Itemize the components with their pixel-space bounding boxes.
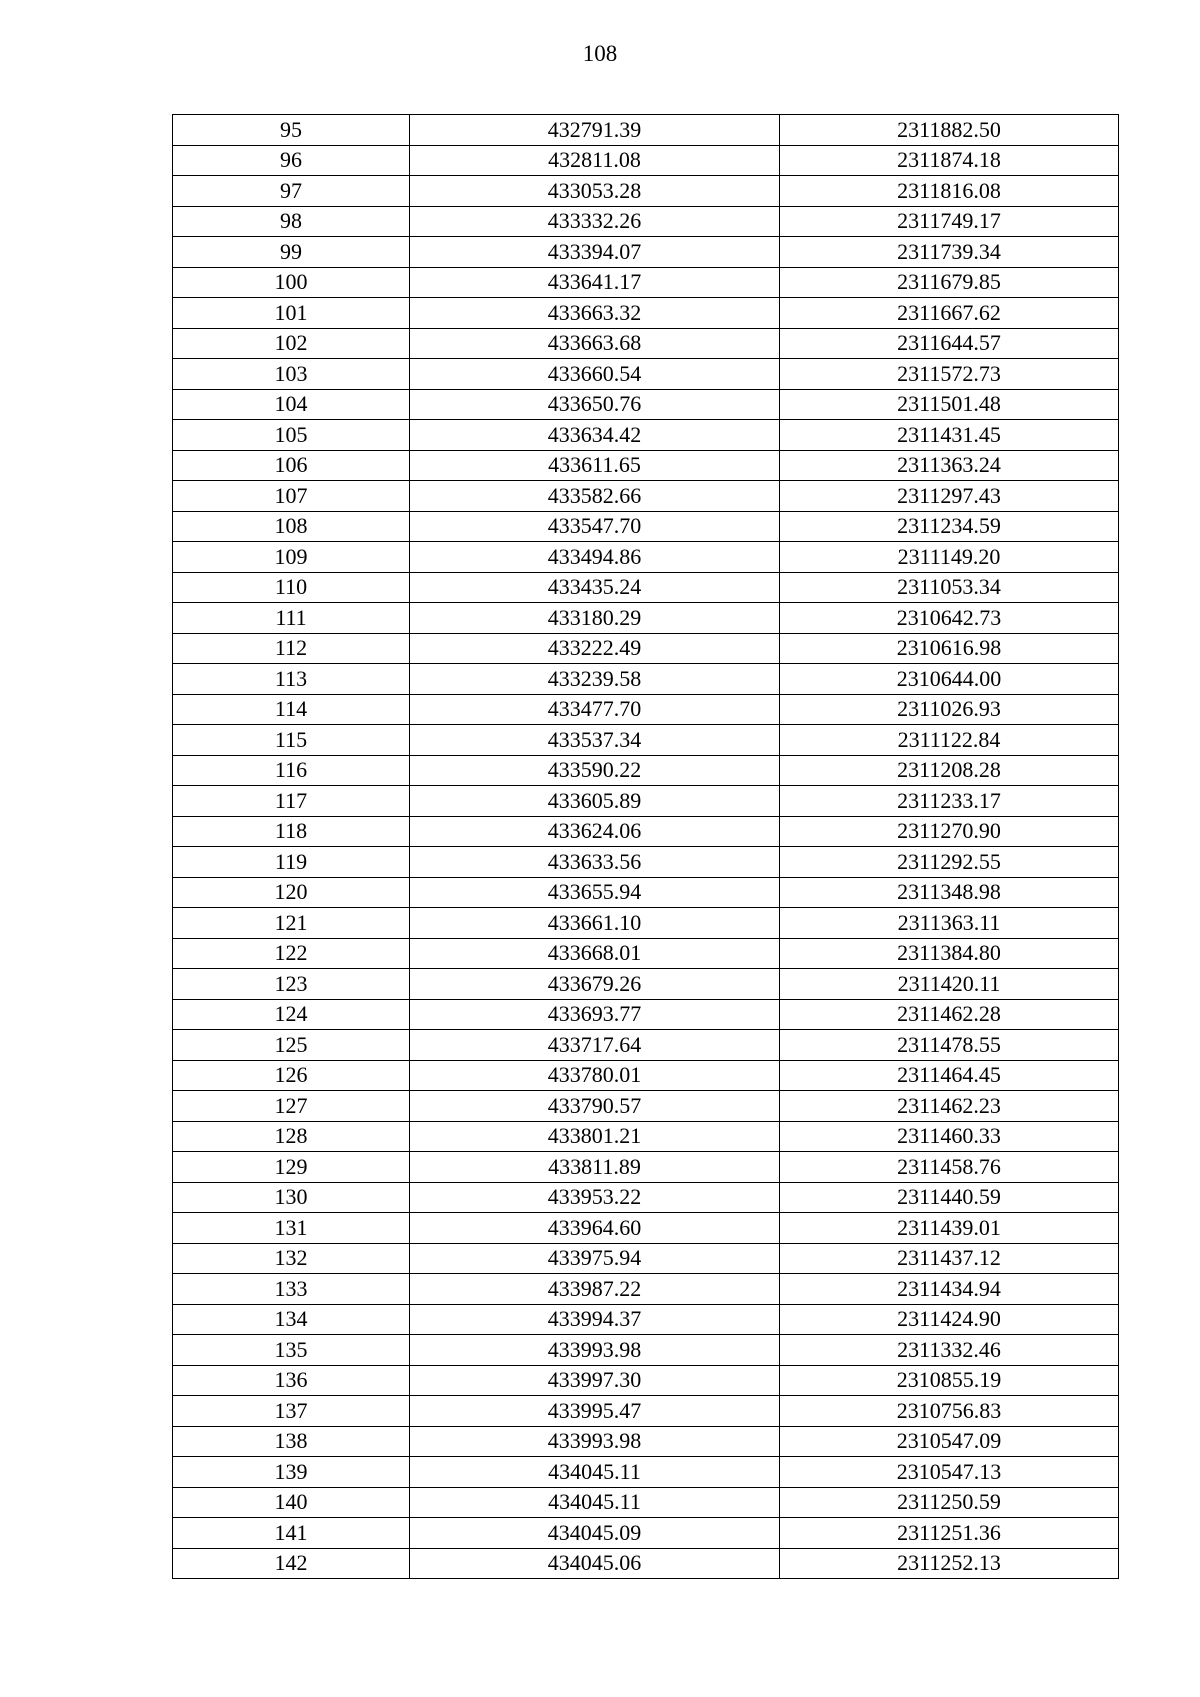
y-coordinate-cell: 2311252.13 [780, 1548, 1119, 1579]
table-row [173, 115, 1119, 146]
point-number-cell: 141 [173, 1518, 410, 1549]
y-coordinate-cell: 2311348.98 [780, 877, 1119, 908]
x-coordinate-cell: 433790.57 [410, 1091, 780, 1122]
point-number-cell: 98 [173, 206, 410, 237]
y-coordinate-cell: 2311420.11 [780, 969, 1119, 1000]
point-number-cell: 109 [173, 542, 410, 573]
y-coordinate-cell: 2311874.18 [780, 145, 1119, 176]
point-number-cell: 121 [173, 908, 410, 939]
x-coordinate-cell: 433663.32 [410, 298, 780, 329]
point-number-cell: 101 [173, 298, 410, 329]
point-number-cell: 104 [173, 389, 410, 420]
x-coordinate-cell: 433811.89 [410, 1152, 780, 1183]
point-number-cell: 142 [173, 1548, 410, 1579]
y-coordinate-cell: 2311026.93 [780, 694, 1119, 725]
y-coordinate-cell: 2311439.01 [780, 1213, 1119, 1244]
point-number-cell: 117 [173, 786, 410, 817]
table-row [173, 206, 1119, 237]
point-number-cell: 105 [173, 420, 410, 451]
x-coordinate-cell: 433633.56 [410, 847, 780, 878]
y-coordinate-cell: 2311462.28 [780, 999, 1119, 1030]
x-coordinate-cell: 433547.70 [410, 511, 780, 542]
point-number-cell: 127 [173, 1091, 410, 1122]
y-coordinate-cell: 2311251.36 [780, 1518, 1119, 1549]
table-row [173, 816, 1119, 847]
y-coordinate-cell: 2311572.73 [780, 359, 1119, 390]
table-row [173, 1548, 1119, 1579]
x-coordinate-cell: 433634.42 [410, 420, 780, 451]
point-number-cell: 102 [173, 328, 410, 359]
point-number-cell: 139 [173, 1457, 410, 1488]
x-coordinate-cell: 433650.76 [410, 389, 780, 420]
x-coordinate-cell: 434045.09 [410, 1518, 780, 1549]
x-coordinate-cell: 433239.58 [410, 664, 780, 695]
point-number-cell: 114 [173, 694, 410, 725]
table-row [173, 1304, 1119, 1335]
y-coordinate-cell: 2311816.08 [780, 176, 1119, 207]
point-number-cell: 99 [173, 237, 410, 268]
table-row [173, 755, 1119, 786]
x-coordinate-cell: 433975.94 [410, 1243, 780, 1274]
table-row [173, 633, 1119, 664]
point-number-cell: 115 [173, 725, 410, 756]
point-number-cell: 111 [173, 603, 410, 634]
x-coordinate-cell: 433993.98 [410, 1426, 780, 1457]
y-coordinate-cell: 2311679.85 [780, 267, 1119, 298]
y-coordinate-cell: 2311501.48 [780, 389, 1119, 420]
point-number-cell: 120 [173, 877, 410, 908]
y-coordinate-cell: 2310756.83 [780, 1396, 1119, 1427]
table-row [173, 420, 1119, 451]
y-coordinate-cell: 2311434.94 [780, 1274, 1119, 1305]
x-coordinate-cell: 433641.17 [410, 267, 780, 298]
x-coordinate-cell: 433605.89 [410, 786, 780, 817]
table-row [173, 1396, 1119, 1427]
table-row [173, 1426, 1119, 1457]
x-coordinate-cell: 432811.08 [410, 145, 780, 176]
table-row [173, 877, 1119, 908]
point-number-cell: 135 [173, 1335, 410, 1366]
table-row [173, 1243, 1119, 1274]
x-coordinate-cell: 433953.22 [410, 1182, 780, 1213]
x-coordinate-cell: 433995.47 [410, 1396, 780, 1427]
x-coordinate-cell: 433624.06 [410, 816, 780, 847]
x-coordinate-cell: 433679.26 [410, 969, 780, 1000]
table-row [173, 1030, 1119, 1061]
table-row [173, 1182, 1119, 1213]
y-coordinate-cell: 2311292.55 [780, 847, 1119, 878]
x-coordinate-cell: 434045.06 [410, 1548, 780, 1579]
point-number-cell: 107 [173, 481, 410, 512]
table-row [173, 1365, 1119, 1396]
x-coordinate-cell: 433994.37 [410, 1304, 780, 1335]
table-row [173, 969, 1119, 1000]
point-number-cell: 119 [173, 847, 410, 878]
point-number-cell: 132 [173, 1243, 410, 1274]
table-row [173, 1487, 1119, 1518]
y-coordinate-cell: 2311270.90 [780, 816, 1119, 847]
x-coordinate-cell: 433180.29 [410, 603, 780, 634]
y-coordinate-cell: 2311462.23 [780, 1091, 1119, 1122]
point-number-cell: 95 [173, 115, 410, 146]
y-coordinate-cell: 2311234.59 [780, 511, 1119, 542]
table-row [173, 145, 1119, 176]
table-row [173, 267, 1119, 298]
y-coordinate-cell: 2311297.43 [780, 481, 1119, 512]
x-coordinate-cell: 433780.01 [410, 1060, 780, 1091]
table-row [173, 725, 1119, 756]
point-number-cell: 125 [173, 1030, 410, 1061]
point-number-cell: 122 [173, 938, 410, 969]
point-number-cell: 123 [173, 969, 410, 1000]
y-coordinate-cell: 2311464.45 [780, 1060, 1119, 1091]
point-number-cell: 118 [173, 816, 410, 847]
point-number-cell: 113 [173, 664, 410, 695]
y-coordinate-cell: 2311460.33 [780, 1121, 1119, 1152]
y-coordinate-cell: 2311233.17 [780, 786, 1119, 817]
table-row [173, 1213, 1119, 1244]
x-coordinate-cell: 433494.86 [410, 542, 780, 573]
y-coordinate-cell: 2311739.34 [780, 237, 1119, 268]
x-coordinate-cell: 433801.21 [410, 1121, 780, 1152]
table-row [173, 1518, 1119, 1549]
point-number-cell: 140 [173, 1487, 410, 1518]
table-row [173, 908, 1119, 939]
y-coordinate-cell: 2310616.98 [780, 633, 1119, 664]
table-row [173, 1457, 1119, 1488]
x-coordinate-cell: 433993.98 [410, 1335, 780, 1366]
table-row [173, 359, 1119, 390]
table-row [173, 511, 1119, 542]
point-number-cell: 110 [173, 572, 410, 603]
x-coordinate-cell: 432791.39 [410, 115, 780, 146]
point-number-cell: 106 [173, 450, 410, 481]
x-coordinate-cell: 433332.26 [410, 206, 780, 237]
table-row [173, 572, 1119, 603]
x-coordinate-cell: 433655.94 [410, 877, 780, 908]
y-coordinate-cell: 2311458.76 [780, 1152, 1119, 1183]
x-coordinate-cell: 433590.22 [410, 755, 780, 786]
table-row [173, 694, 1119, 725]
point-number-cell: 131 [173, 1213, 410, 1244]
point-number-cell: 136 [173, 1365, 410, 1396]
point-number-cell: 137 [173, 1396, 410, 1427]
table-row [173, 481, 1119, 512]
y-coordinate-cell: 2310547.09 [780, 1426, 1119, 1457]
x-coordinate-cell: 433435.24 [410, 572, 780, 603]
y-coordinate-cell: 2311644.57 [780, 328, 1119, 359]
table-row [173, 450, 1119, 481]
y-coordinate-cell: 2311749.17 [780, 206, 1119, 237]
y-coordinate-cell: 2311437.12 [780, 1243, 1119, 1274]
y-coordinate-cell: 2311208.28 [780, 755, 1119, 786]
y-coordinate-cell: 2311431.45 [780, 420, 1119, 451]
table-row [173, 603, 1119, 634]
x-coordinate-cell: 433537.34 [410, 725, 780, 756]
table-row [173, 1060, 1119, 1091]
x-coordinate-cell: 433964.60 [410, 1213, 780, 1244]
y-coordinate-cell: 2311122.84 [780, 725, 1119, 756]
x-coordinate-cell: 434045.11 [410, 1457, 780, 1488]
x-coordinate-cell: 433222.49 [410, 633, 780, 664]
point-number-cell: 138 [173, 1426, 410, 1457]
y-coordinate-cell: 2310642.73 [780, 603, 1119, 634]
x-coordinate-cell: 433717.64 [410, 1030, 780, 1061]
x-coordinate-cell: 433668.01 [410, 938, 780, 969]
x-coordinate-cell: 433582.66 [410, 481, 780, 512]
coordinate-table [172, 114, 1119, 1579]
y-coordinate-cell: 2311424.90 [780, 1304, 1119, 1335]
y-coordinate-cell: 2311384.80 [780, 938, 1119, 969]
table-row [173, 1152, 1119, 1183]
x-coordinate-cell: 433987.22 [410, 1274, 780, 1305]
point-number-cell: 112 [173, 633, 410, 664]
x-coordinate-cell: 433997.30 [410, 1365, 780, 1396]
y-coordinate-cell: 2310855.19 [780, 1365, 1119, 1396]
point-number-cell: 134 [173, 1304, 410, 1335]
point-number-cell: 116 [173, 755, 410, 786]
table-row [173, 176, 1119, 207]
table-body [173, 115, 1119, 1579]
point-number-cell: 103 [173, 359, 410, 390]
table-row [173, 1091, 1119, 1122]
page-number: 108 [582, 41, 618, 66]
point-number-cell: 130 [173, 1182, 410, 1213]
y-coordinate-cell: 2311250.59 [780, 1487, 1119, 1518]
x-coordinate-cell: 433394.07 [410, 237, 780, 268]
y-coordinate-cell: 2311363.24 [780, 450, 1119, 481]
table-row [173, 542, 1119, 573]
x-coordinate-cell: 433660.54 [410, 359, 780, 390]
point-number-cell: 96 [173, 145, 410, 176]
y-coordinate-cell: 2311667.62 [780, 298, 1119, 329]
x-coordinate-cell: 434045.11 [410, 1487, 780, 1518]
table-row [173, 664, 1119, 695]
table-row [173, 938, 1119, 969]
table-row [173, 847, 1119, 878]
point-number-cell: 108 [173, 511, 410, 542]
x-coordinate-cell: 433661.10 [410, 908, 780, 939]
y-coordinate-cell: 2311363.11 [780, 908, 1119, 939]
table-row [173, 389, 1119, 420]
x-coordinate-cell: 433663.68 [410, 328, 780, 359]
point-number-cell: 97 [173, 176, 410, 207]
point-number-cell: 129 [173, 1152, 410, 1183]
point-number-cell: 126 [173, 1060, 410, 1091]
y-coordinate-cell: 2311882.50 [780, 115, 1119, 146]
point-number-cell: 100 [173, 267, 410, 298]
point-number-cell: 128 [173, 1121, 410, 1152]
table-row [173, 298, 1119, 329]
y-coordinate-cell: 2311478.55 [780, 1030, 1119, 1061]
table-row [173, 1335, 1119, 1366]
table-row [173, 328, 1119, 359]
table-row [173, 1121, 1119, 1152]
table-row [173, 786, 1119, 817]
point-number-cell: 124 [173, 999, 410, 1030]
y-coordinate-cell: 2311332.46 [780, 1335, 1119, 1366]
table-row [173, 237, 1119, 268]
y-coordinate-cell: 2311149.20 [780, 542, 1119, 573]
y-coordinate-cell: 2311440.59 [780, 1182, 1119, 1213]
table-row [173, 1274, 1119, 1305]
y-coordinate-cell: 2311053.34 [780, 572, 1119, 603]
x-coordinate-cell: 433611.65 [410, 450, 780, 481]
x-coordinate-cell: 433693.77 [410, 999, 780, 1030]
x-coordinate-cell: 433053.28 [410, 176, 780, 207]
x-coordinate-cell: 433477.70 [410, 694, 780, 725]
y-coordinate-cell: 2310644.00 [780, 664, 1119, 695]
y-coordinate-cell: 2310547.13 [780, 1457, 1119, 1488]
point-number-cell: 133 [173, 1274, 410, 1305]
table-row [173, 999, 1119, 1030]
